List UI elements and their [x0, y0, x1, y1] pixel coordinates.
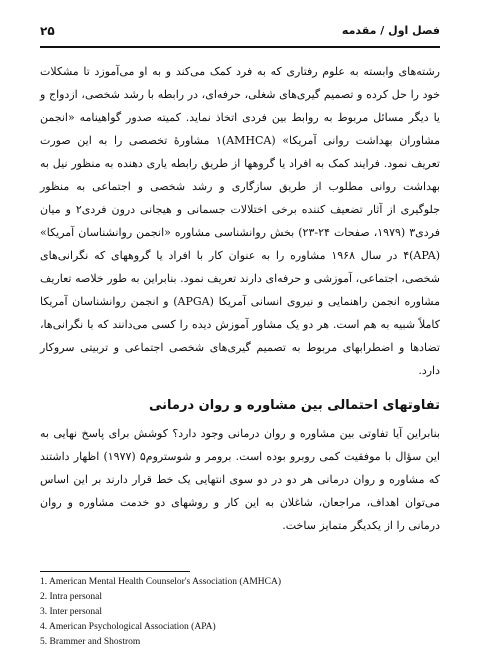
paragraph-1: رشته‌های وابسته به علوم رفتاری که به فرد کمک می‌کند و به او می‌آموزد تا مشکلات خود را حل کرده و تصمیم گیری‌های شغلی، حرفه‌ای، در رابطه با رشد شخصی، ازدواج و یا دیگر مسائل مربوط به روابط بین فردی اتخاذ نماید. کمیته صدور گواهینامه «انجمن مشاوران بهداشت روانی آمریکا» (AMHCA)۱ مشاورهٔ تخصصی را به این صورت تعریف نمود. فرایند کمک به افراد یا گروهها از طریق رابطه یاری دهنده به منظور نیل به بهداشت روانی مطلوب از طریق سازگاری و رشد شخصی و اجتماعی به منظور جلوگیری از آثار تضعیف کننده برخی اختلالات جسمانی و هیجانی درون فردی۲ و میان فردی۳ (۱۹۷۹، صفحات ۲۴-۲۳) بخش روانشناسی مشاوره «انجمن روانشناسان آمریکا» (APA)۴ در سال ۱۹۶۸ مشاوره را به عنوان کار با افراد یا گروههای که نگرانی‌های شخصی، اجتماعی، آموزشی و حرفه‌ای دارند تعریف نمود. بنابراین به طور خلاصه تعاریف مشاوره انجمن راهنمایی و نیروی انسانی آمریکا (APGA) و انجمن روانشناسان آمریکا کاملاً شبیه به هم است. هر دو یک مشاور آموزش دیده را کسی می‌دانند که با نگرانی‌ها، تضادها و اضطرابهای مربوط به تصمیم گیری‌های شخصی اجتماعی و تربیتی سروکار دارد. [40, 65, 441, 377]
page-number: ۲۵ [40, 24, 55, 38]
paragraph-2: بنابراین آیا تفاوتی بین مشاوره و روان درمانی وجود دارد؟ کوشش برای پاسخ نهایی به این سؤال با موفقیت کمی روبرو بوده است. برومر و شوستروم۵ (۱۹۷۷) اظهار داشتند که مشاوره و روان درمانی هر دو در دو سوی انتهایی یک خط قرار دارند بر این اساس می‌توان اهداف، مراجعان، شاغلان به این کار و روشهای دو خدمت مشاوره و روان درمانی را از یکدیگر متمایز ساخت. [40, 427, 440, 532]
footnote-item: 5. Brammer and Shostrom [40, 637, 141, 647]
footnote-rule [40, 571, 190, 572]
footnote-item: 1. American Mental Health Counselor's Association (AMHCA) [40, 577, 282, 587]
footnote-item: 3. Inter personal [40, 607, 102, 617]
chapter-title: فصل اول / مقدمه [341, 24, 440, 37]
page-body [40, 60, 440, 537]
footnote-item: 4. American Psychological Association (APA) [40, 622, 216, 632]
header-rule [40, 46, 440, 48]
page-header [40, 24, 440, 46]
footnotes [40, 575, 440, 650]
footnote-item: 2. Intra personal [40, 592, 102, 602]
section-title: تفاوتهای احتمالی بین مشاوره و روان درمانی [149, 398, 440, 413]
